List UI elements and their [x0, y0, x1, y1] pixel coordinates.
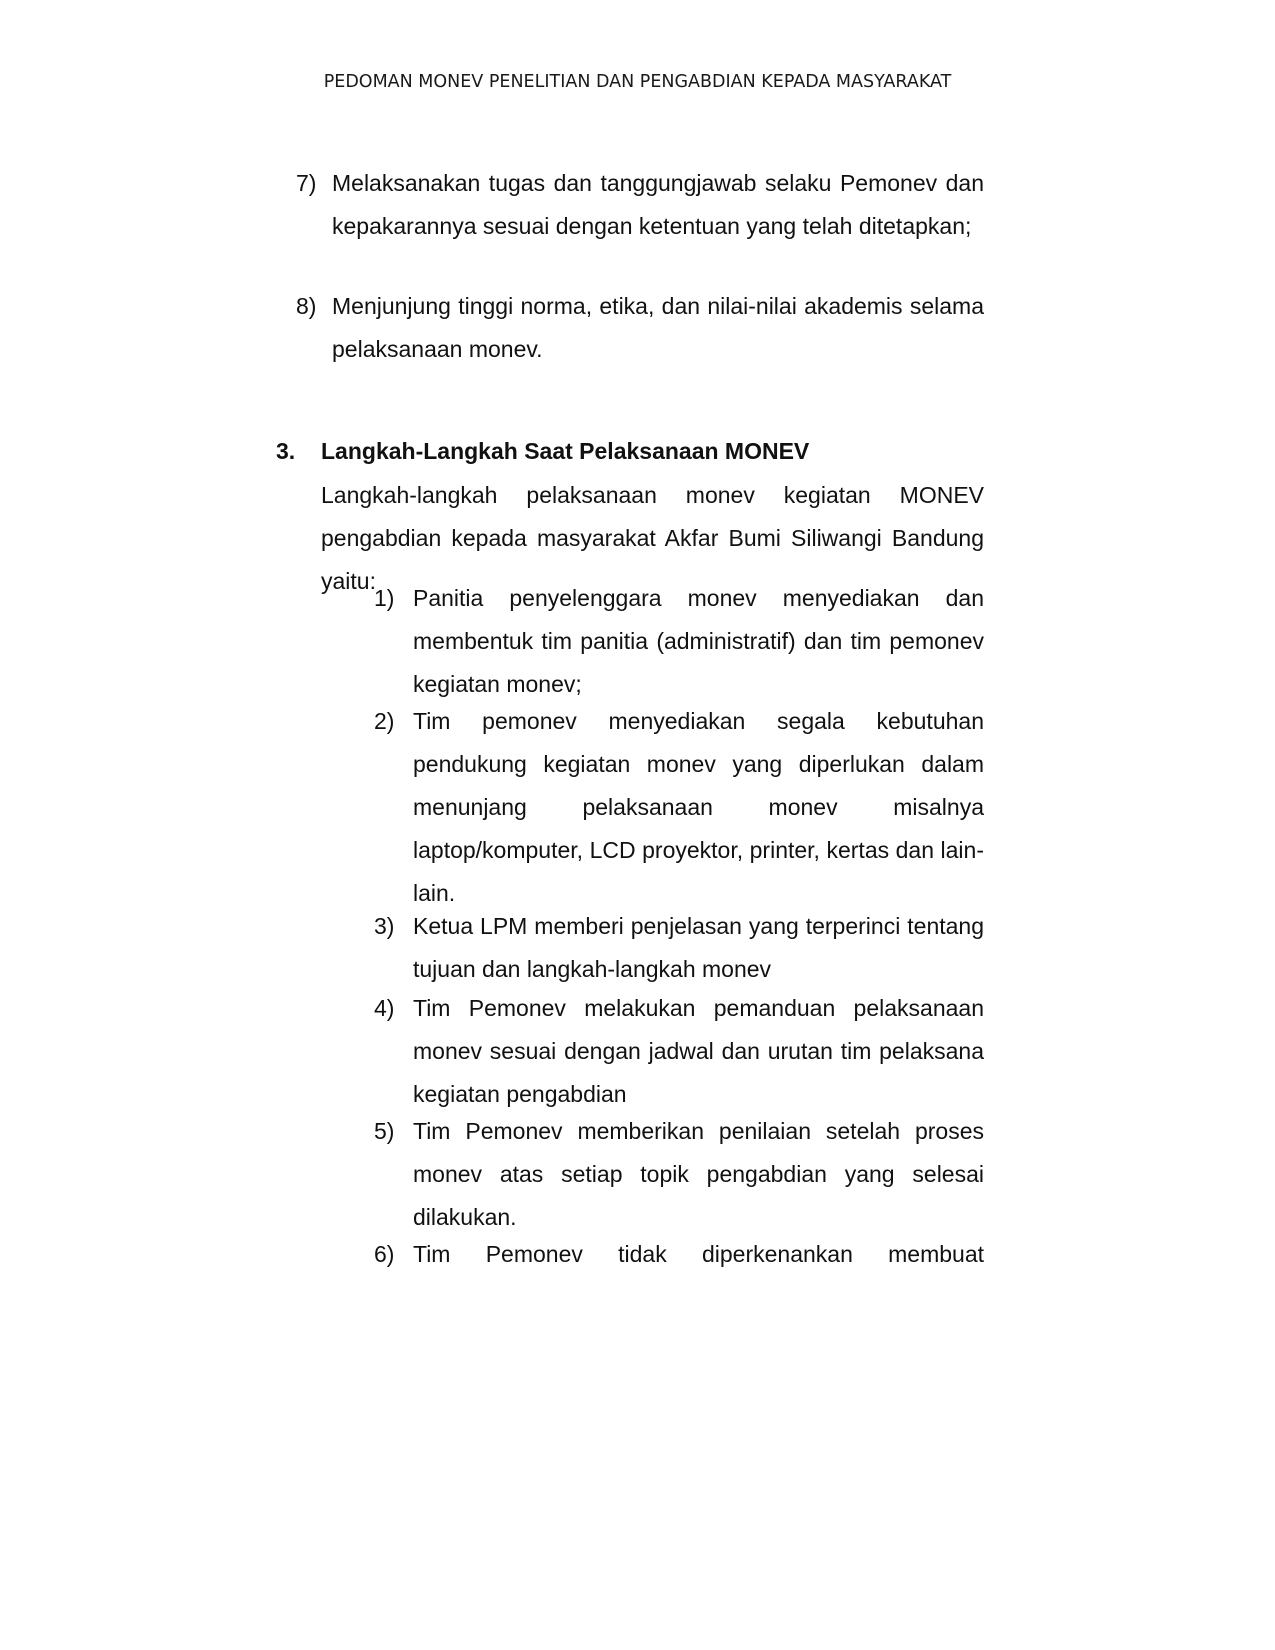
- step-number: 6): [374, 1241, 395, 1267]
- list-item-text: Menjunjung tinggi norma, etika, dan nilai-nilai akademis selama pelaksanaan monev.: [332, 293, 984, 362]
- step-text: Panitia penyelenggara monev menyediakan dan membentuk tim panitia (administratif) dan tim pemonev kegiatan monev;: [413, 585, 984, 697]
- step-item-1: [374, 577, 984, 706]
- step-item-4: [374, 987, 984, 1116]
- step-number: 3): [374, 913, 395, 939]
- section-intro: Langkah-langkah pelaksanaan monev kegiatan MONEV pengabdian kepada masyarakat Akfar Bumi Siliwangi Bandung yaitu:: [321, 482, 984, 594]
- step-item-5: [374, 1110, 984, 1239]
- step-text: Ketua LPM memberi penjelasan yang terperinci tentang tujuan dan langkah-langkah monev: [413, 913, 984, 982]
- list-item-7: [296, 162, 984, 248]
- step-number: 5): [374, 1118, 395, 1144]
- section-title: Langkah-Langkah Saat Pelaksanaan MONEV: [321, 438, 810, 464]
- page-header: PEDOMAN MONEV PENELITIAN DAN PENGABDIAN KEPADA MASYARAKAT: [323, 72, 952, 92]
- step-item-6: [374, 1233, 984, 1276]
- step-number: 4): [374, 995, 395, 1021]
- list-number: 7): [296, 170, 317, 196]
- step-text: Tim Pemonev memberikan penilaian setelah proses monev atas setiap topik pengabdian yang selesai dilakukan.: [413, 1118, 984, 1230]
- section-number: 3.: [276, 438, 296, 464]
- step-number: 1): [374, 585, 395, 611]
- step-text: Tim pemonev menyediakan segala kebutuhan pendukung kegiatan monev yang diperlukan dalam menunjang pelaksanaan monev misalnya laptop/komputer, LCD proyektor, printer, kertas dan lain-lain.: [413, 708, 984, 906]
- list-item-8: [296, 285, 984, 371]
- list-item-text: Melaksanakan tugas dan tanggungjawab selaku Pemonev dan kepakarannya sesuai dengan ketentuan yang telah ditetapkan;: [332, 170, 984, 239]
- step-item-3: [374, 905, 984, 991]
- step-text: Tim Pemonev melakukan pemanduan pelaksanaan monev sesuai dengan jadwal dan urutan tim pelaksana kegiatan pengabdian: [413, 995, 984, 1107]
- step-text: Tim Pemonev tidak diperkenankan membuat: [413, 1241, 984, 1267]
- step-item-2: [374, 700, 984, 915]
- step-number: 2): [374, 708, 395, 734]
- list-number: 8): [296, 293, 317, 319]
